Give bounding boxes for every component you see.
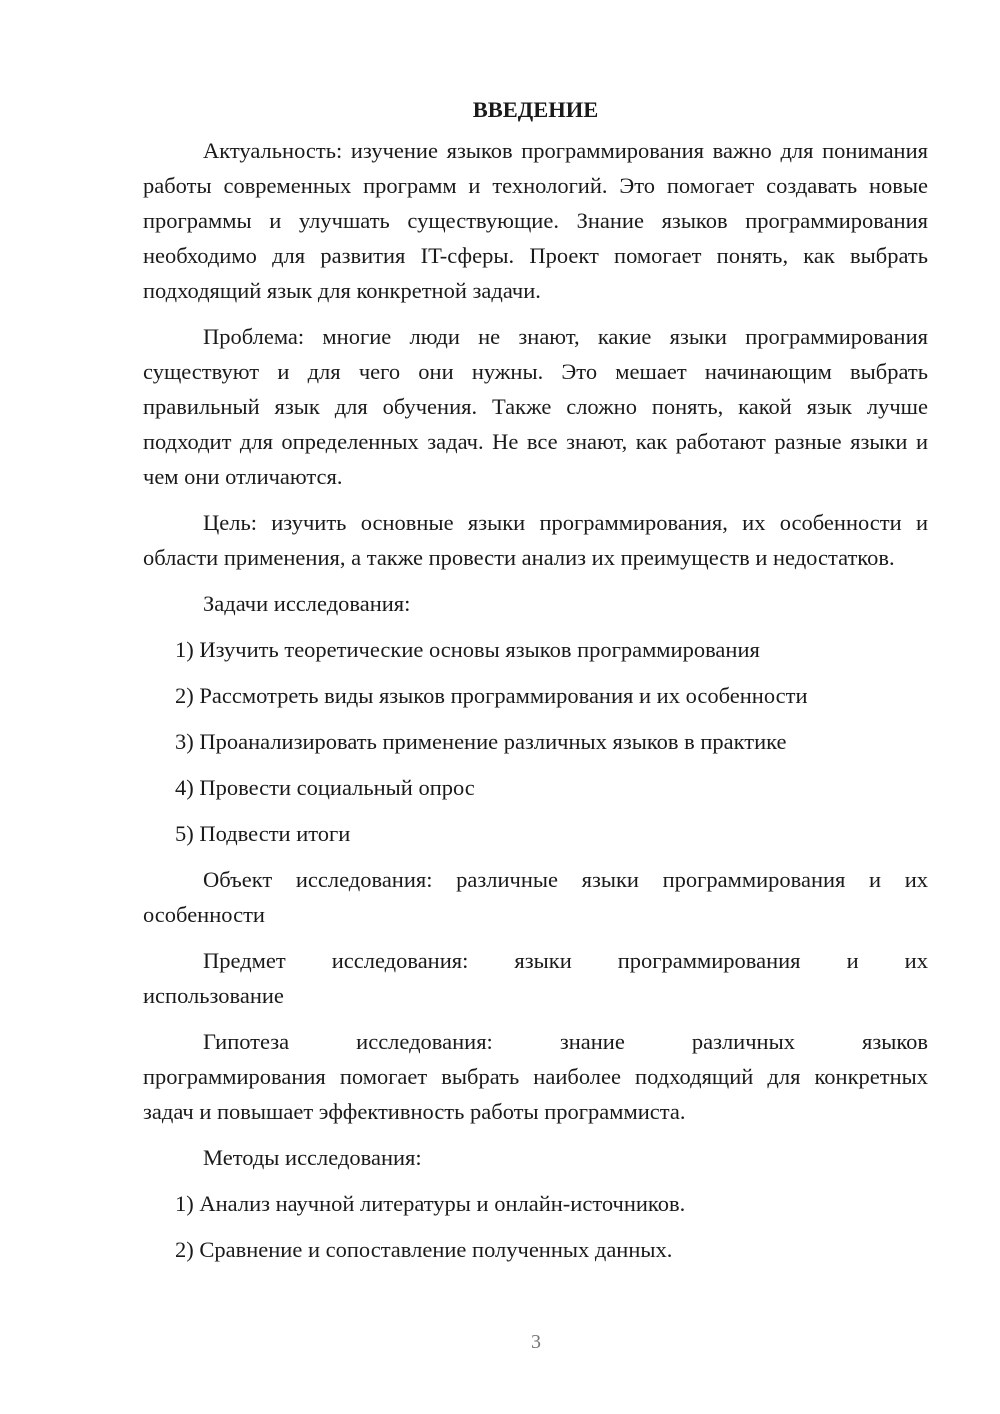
goal-paragraph: Цель: изучить основные языки программирования, их особенности и области применения, а также провести анализ их преимуществ и недостатков.: [143, 510, 928, 570]
subject-word: программирования: [617, 948, 801, 973]
method-item: 1) Анализ научной литературы и онлайн-источников.: [175, 1191, 686, 1216]
document-page: [143, 92, 928, 1278]
subject-word: и: [846, 948, 859, 973]
object-paragraph: Объект исследования: различные языки программирования и их особенности: [143, 867, 928, 927]
subject-first-line: [143, 943, 928, 978]
task-item: 5) Подвести итоги: [175, 821, 351, 846]
hypothesis-word: исследования:: [356, 1029, 493, 1054]
task-item: 3) Проанализировать применение различных языков в практике: [175, 729, 787, 754]
hypothesis-word: Гипотеза: [203, 1029, 290, 1054]
subject-paragraph: [143, 943, 928, 1013]
subject-word: Предмет: [203, 948, 286, 973]
page-number: 3: [531, 1331, 541, 1353]
subject-word: их: [904, 948, 928, 973]
hypothesis-word: знание: [559, 1029, 625, 1054]
hypothesis-word: языков: [861, 1029, 928, 1054]
tasks-heading: Задачи исследования:: [203, 591, 411, 616]
hypothesis-word: различных: [691, 1029, 795, 1054]
relevance-paragraph: Актуальность: изучение языков программирования важно для понимания работы современных программ и технологий. Это помогает создавать новые программы и улучшать существующие. Знание языков программирования необходимо для развития IT-сферы. Проект помогает понять, как выбрать подходящий язык для конкретной задачи.: [143, 138, 928, 303]
subject-word: языки: [514, 948, 572, 973]
subject-second-line: использование: [143, 983, 284, 1008]
page-title: ВВЕДЕНИЕ: [472, 97, 599, 122]
task-item: 2) Рассмотреть виды языков программирования и их особенности: [175, 683, 808, 708]
task-item: 1) Изучить теоретические основы языков программирования: [175, 637, 760, 662]
hypothesis-first-line: [143, 1024, 928, 1059]
problem-paragraph: Проблема: многие люди не знают, какие языки программирования существуют и для чего они нужны. Это мешает начинающим выбрать правильный язык для обучения. Также сложно понять, какой язык лучше подходит для определенных задач. Не все знают, как работают разные языки и чем они отличаются.: [143, 324, 928, 489]
methods-heading: Методы исследования:: [203, 1145, 422, 1170]
hypothesis-paragraph: [143, 1024, 928, 1129]
subject-word: исследования:: [331, 948, 469, 973]
task-item: 4) Провести социальный опрос: [175, 775, 475, 800]
method-item: 2) Сравнение и сопоставление полученных данных.: [175, 1237, 673, 1262]
hypothesis-rest: программирования помогает выбрать наиболее подходящий для конкретных задач и повышает эффективность работы программиста.: [143, 1064, 928, 1124]
